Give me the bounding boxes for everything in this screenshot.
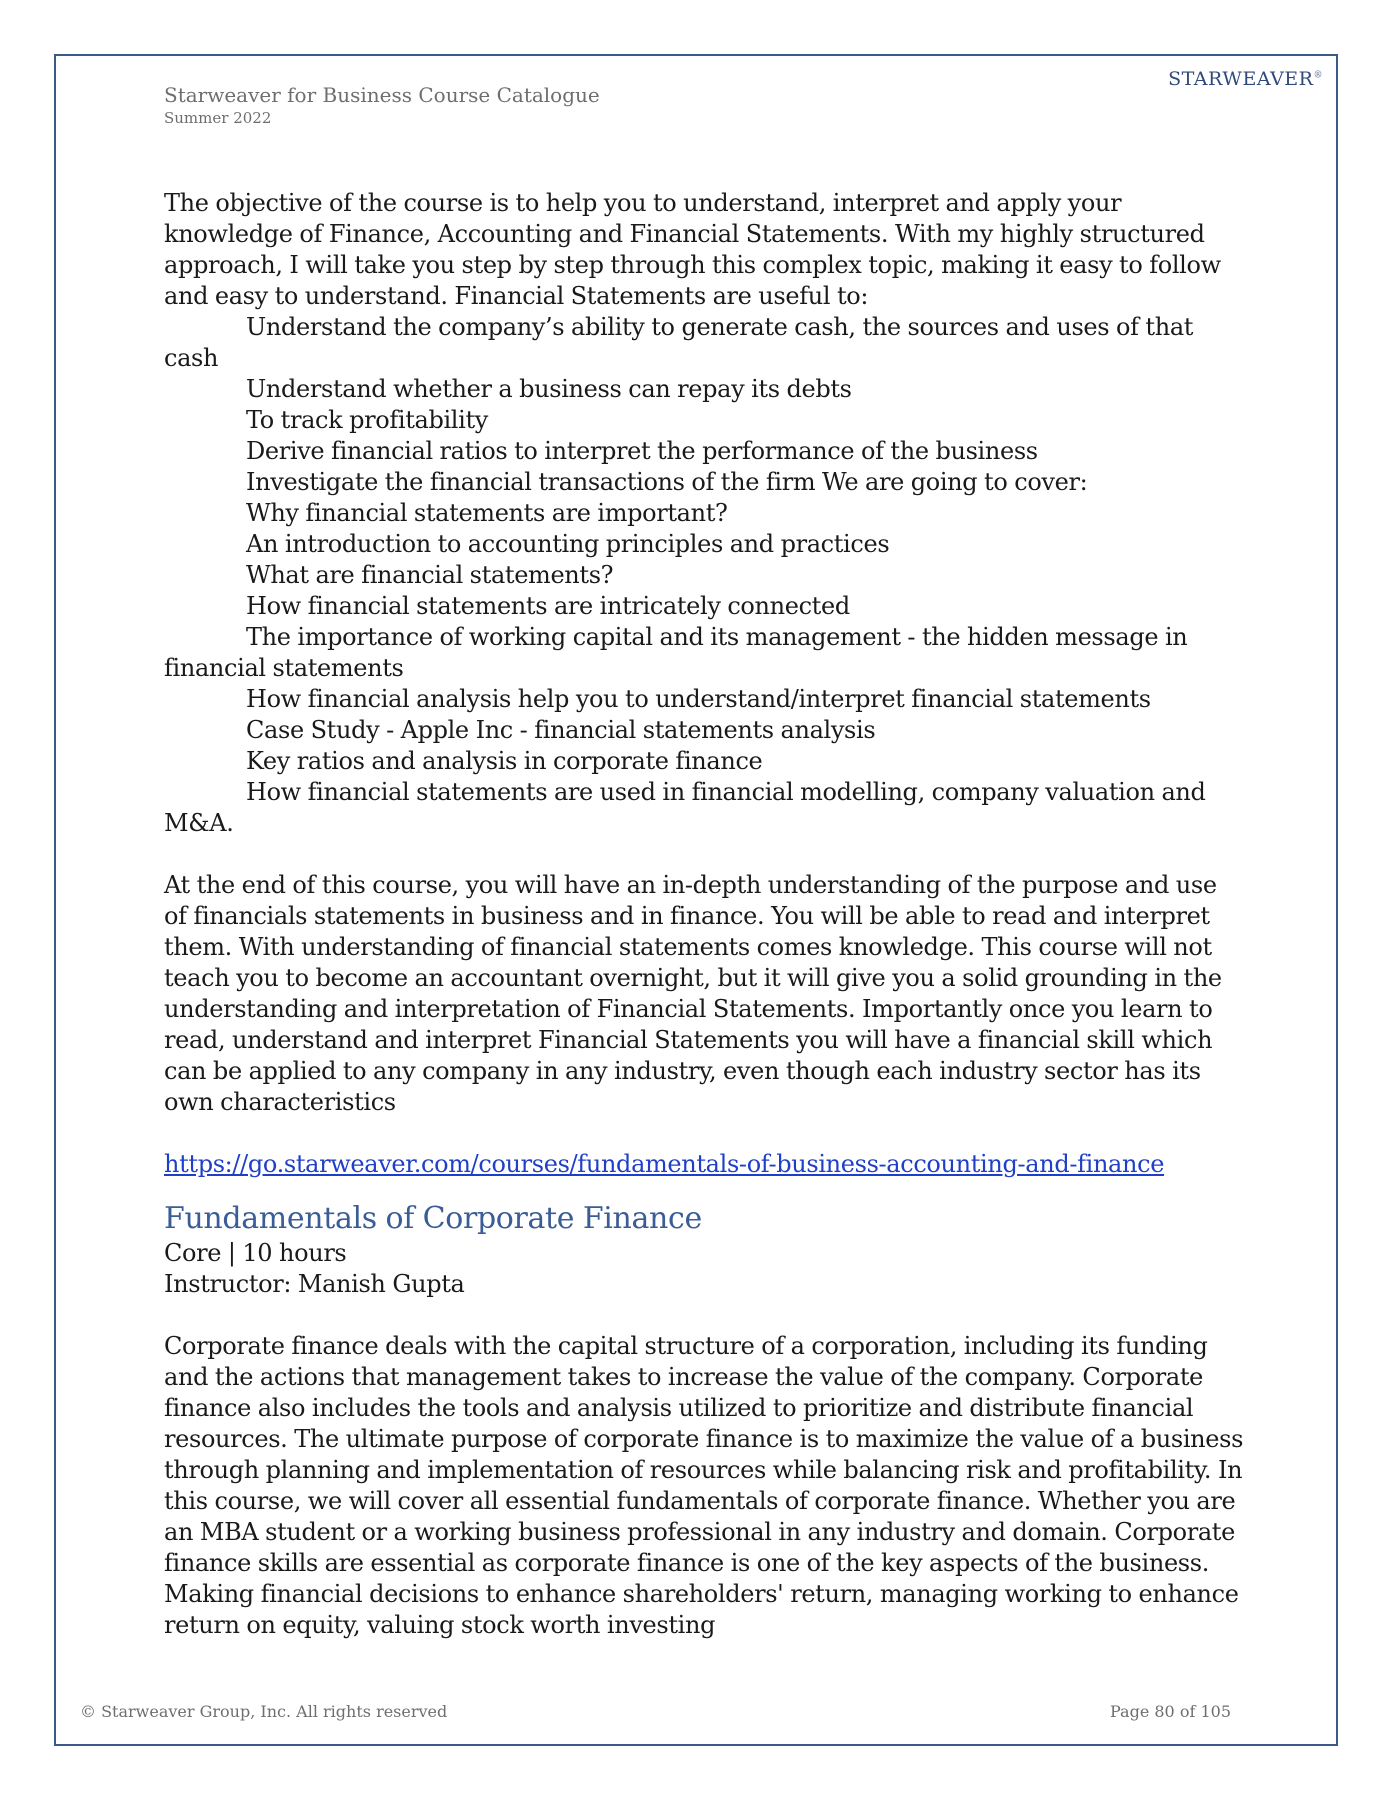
list-item: Derive financial ratios to interpret the performance of the business xyxy=(246,437,1038,465)
list-item: How financial analysis help you to understand/interpret financial statements xyxy=(246,685,1151,713)
brand-name: STARWEAVER xyxy=(1168,68,1314,90)
footer-copyright: © Starweaver Group, Inc. All rights reserved xyxy=(80,1702,448,1721)
spacer xyxy=(164,839,1244,870)
intro-paragraph: The objective of the course is to help you to understand, interpret and apply your knowledge of Finance, Accounting and Financial Statements. With my highly structured approach, I will take you step by step through this complex topic, making it easy to follow and easy to understand. Financial Statements are useful to: xyxy=(164,189,1221,310)
list-item: Case Study - Apple Inc - financial statements analysis xyxy=(246,716,876,744)
course-link[interactable]: https://go.starweaver.com/courses/fundamentals-of-business-accounting-and-finance xyxy=(164,1150,1165,1178)
conclusion-paragraph: At the end of this course, you will have an in-depth understanding of the purpose and use of financials statements in business and in finance. You will be able to read and interpret them. With understanding of financial statements comes knowledge. This course will not teach you to become an accountant overnight, but it will give you a solid grounding in the understanding and interpretation of Financial Statements. Importantly once you learn to read, understand and interpret Financial Statements you will have a financial skill which can be applied to any company in any industry, even though each industry sector has its own characteristics xyxy=(164,871,1222,1116)
catalogue-title: Starweaver for Business Course Catalogue xyxy=(164,83,600,107)
course-meta: Core | 10 hours xyxy=(164,1239,347,1267)
list-item: What are financial statements? xyxy=(246,561,614,589)
list-item: Understand whether a business can repay its debts xyxy=(246,375,852,403)
course-title: Fundamentals of Corporate Finance xyxy=(164,1201,702,1236)
course-instructor: Instructor: Manish Gupta xyxy=(164,1270,465,1298)
course-description: Corporate finance deals with the capital structure of a corporation, including its funding and the actions that management takes to increase the value of the company. Corporate finance also includes the tools and analysis utilized to prioritize and distribute financial resources. The ultimate purpose of corporate finance is to maximize the value of a business through planning and implementation of resources while balancing risk and profitability. In this course, we will cover all essential fundamentals of corporate finance. Whether you are an MBA student or a working business professional in any industry and domain. Corporate finance skills are essential as corporate finance is one of the key aspects of the business. Making financial decisions to enhance shareholders' return, managing working to enhance return on equity, valuing stock worth investing xyxy=(164,1332,1244,1639)
list-item: To track profitability xyxy=(246,406,488,434)
footer-page-number: Page 80 of 105 xyxy=(1109,1702,1231,1721)
list-item: Key ratios and analysis in corporate finance xyxy=(246,747,763,775)
list-item: An introduction to accounting principles and practices xyxy=(246,530,890,558)
topic-list xyxy=(164,312,1244,839)
list-item: Understand the company’s ability to generate cash, the sources and uses of that cash xyxy=(164,313,1194,372)
list-item: Investigate the financial transactions of the firm We are going to cover: xyxy=(246,468,1088,496)
list-item: Why financial statements are important? xyxy=(246,499,728,527)
page-content xyxy=(164,188,1244,1641)
catalogue-edition: Summer 2022 xyxy=(164,109,272,127)
list-item: How financial statements are intricately connected xyxy=(246,592,850,620)
registered-mark: ® xyxy=(1313,70,1323,81)
list-item: The importance of working capital and its management - the hidden message in financial statements xyxy=(164,623,1188,682)
spacer xyxy=(164,1300,1244,1331)
list-item: How financial statements are used in financial modelling, company valuation and M&A. xyxy=(164,778,1206,837)
spacer xyxy=(164,1118,1244,1149)
brand-logo xyxy=(1168,68,1323,90)
page-header xyxy=(164,82,600,128)
